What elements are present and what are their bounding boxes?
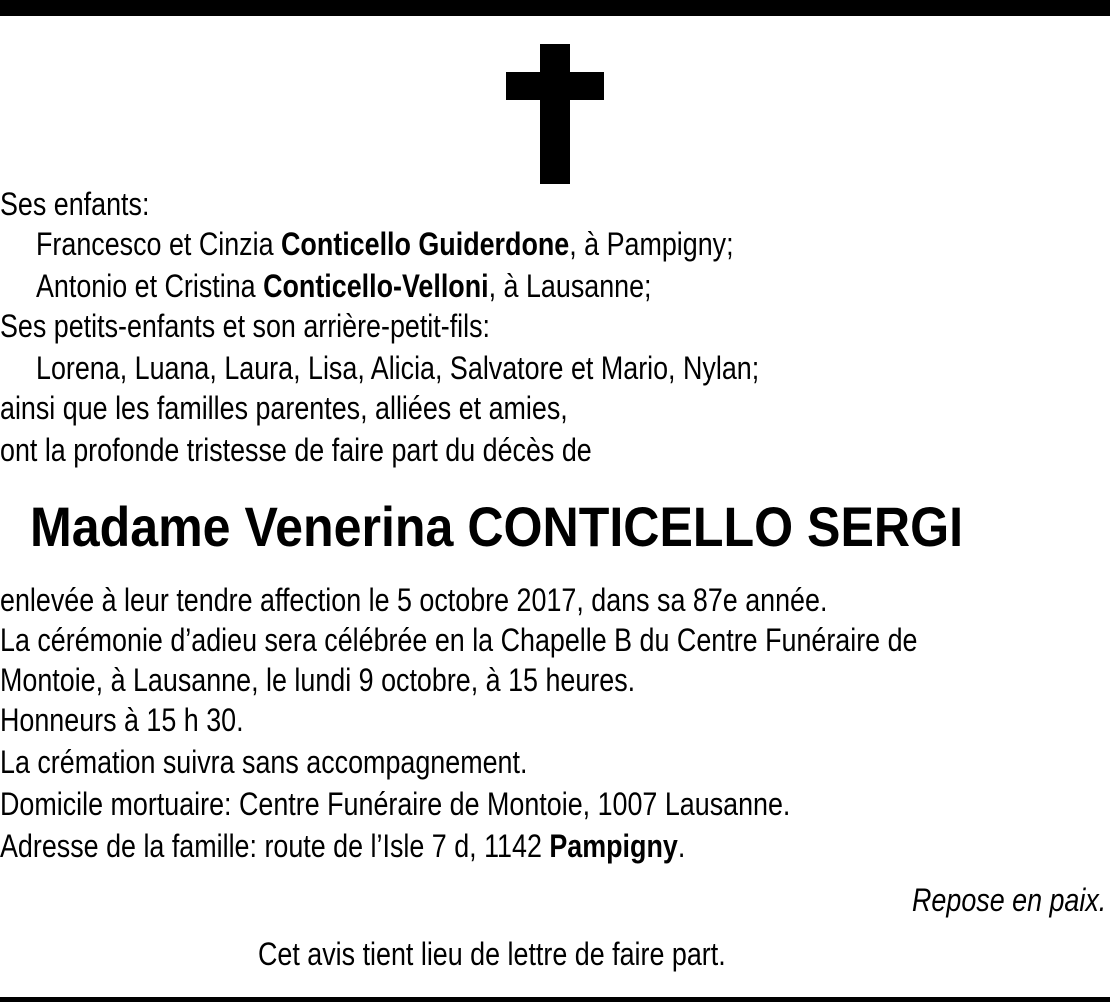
cross-horizontal-bar bbox=[506, 72, 604, 100]
bottom-rule bbox=[0, 997, 1110, 1002]
announcement-line: ont la profonde tristesse de faire part du décès de bbox=[0, 432, 592, 468]
detail-line-2: La cérémonie d’adieu sera célébrée en la Chapelle B du Centre Funéraire de bbox=[0, 622, 918, 658]
family-address bbox=[0, 826, 685, 866]
address-suffix: . bbox=[677, 828, 686, 864]
notice-line: Cet avis tient lieu de lettre de faire part. bbox=[258, 936, 726, 972]
child-2-place: , à Lausanne; bbox=[488, 268, 652, 304]
child-line-1 bbox=[36, 224, 734, 264]
detail-line-1: enlevée à leur tendre affection le 5 octobre 2017, dans sa 87e année. bbox=[0, 582, 828, 618]
cross-icon bbox=[0, 0, 1110, 200]
child-1-place: , à Pampigny; bbox=[569, 226, 734, 262]
child-2-surname: Conticello-Velloni bbox=[263, 268, 489, 304]
rest-in-peace: Repose en paix. bbox=[911, 882, 1106, 918]
child-1-surname: Conticello Guiderdone bbox=[281, 226, 570, 262]
child-line-2 bbox=[36, 266, 652, 306]
families-line: ainsi que les familles parentes, alliées et amies, bbox=[0, 390, 568, 426]
child-2-names: Antonio et Cristina bbox=[36, 268, 264, 304]
child-1-names: Francesco et Cinzia bbox=[36, 226, 282, 262]
detail-line-4: Honneurs à 15 h 30. bbox=[0, 702, 244, 738]
deceased-name: Madame Venerina CONTICELLO SERGI bbox=[30, 495, 963, 558]
address-town: Pampigny bbox=[549, 828, 678, 864]
grandchildren-names: Lorena, Luana, Laura, Lisa, Alicia, Salvatore et Mario, Nylan; bbox=[36, 350, 760, 386]
detail-line-5: La crémation suivra sans accompagnement. bbox=[0, 744, 528, 780]
detail-line-6: Domicile mortuaire: Centre Funéraire de Montoie, 1007 Lausanne. bbox=[0, 786, 791, 822]
cross-vertical-bar bbox=[540, 44, 570, 184]
grandchildren-label: Ses petits-enfants et son arrière-petit-fils: bbox=[0, 308, 491, 344]
children-label: Ses enfants: bbox=[0, 186, 150, 222]
detail-line-3: Montoie, à Lausanne, le lundi 9 octobre, à 15 heures. bbox=[0, 662, 636, 698]
address-prefix: Adresse de la famille: route de l’Isle 7 d, 1142 bbox=[0, 828, 550, 864]
